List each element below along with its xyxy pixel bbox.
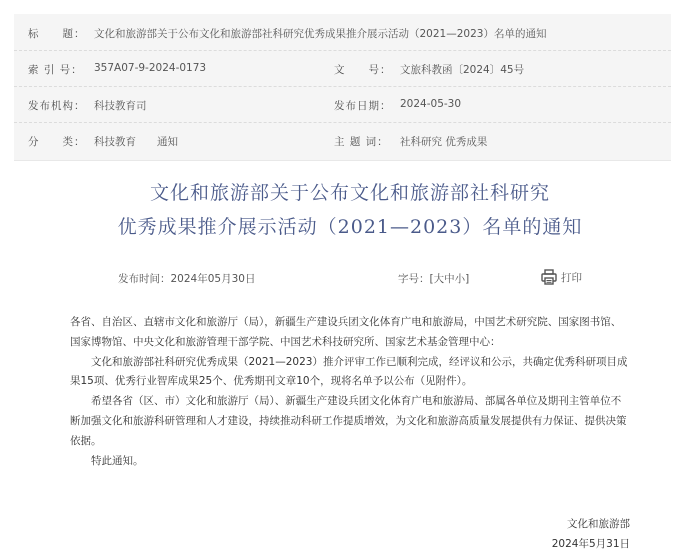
salutation-paragraph: 各省、自治区、直辖市文化和旅游厅（局），新疆生产建设兵团文化体育广电和旅游局，中国艺术研究院、国家图书馆、国家博物馆、中央文化和旅游管理干部学院、中国艺术科技研究所、国家艺术基金管理中心： — [70, 316, 622, 348]
print-label: 打印 — [561, 271, 582, 284]
body-paragraph-2: 希望各省（区、市）文化和旅游厅（局）、新疆生产建设兵团文化体育广电和旅游局、部属各单位及期刊主管单位不断加强文化和旅游科研管理和人才建设，持续推动科研工作提质增效，为文化和旅游高质量发展提供有力保证、提供决策依据。 — [70, 395, 627, 447]
body-paragraph-1: 文化和旅游部社科研究优秀成果（2021—2023）推介评审工作已顺利完成，经评议和公示，共确定优秀科研项目成果15项、优秀行业智库成果25个、优秀期刊文章10个，现将名单予以公布（见附件）。 — [70, 355, 628, 388]
meta-row-title — [14, 14, 671, 51]
meta-value-keywords: 社科研究 优秀成果 — [400, 136, 488, 148]
meta-row-index — [14, 50, 671, 87]
meta-key-docno: 文 号： — [334, 64, 392, 76]
meta-value-pubdate: 2024-05-30 — [400, 98, 462, 110]
publish-date: 发布时间：2024年05月30日 — [118, 273, 256, 285]
article-body — [70, 313, 630, 471]
meta-key-publisher: 发布机构： — [28, 100, 86, 112]
meta-row-category — [14, 122, 671, 158]
meta-row-publisher — [14, 86, 671, 123]
print-button[interactable] — [540, 268, 582, 286]
article-title-line-1: 文化和旅游部关于公布文化和旅游部社科研究 — [149, 182, 550, 204]
meta-value-docno: 文旅科教函〔2024〕45号 — [400, 64, 525, 76]
meta-value-publisher: 科技教育司 — [94, 100, 147, 112]
font-size-bracket-open: [ — [429, 273, 434, 285]
article-title-line-2: 优秀成果推介展示活动（2021—2023）名单的通知 — [117, 216, 583, 238]
printer-icon — [540, 268, 558, 286]
meta-key-keywords: 主 题 词： — [334, 136, 389, 148]
meta-key-title: 标 题： — [28, 28, 86, 40]
metadata-panel — [14, 14, 671, 161]
font-size-bracket-close: ] — [465, 273, 470, 285]
meta-value-title: 文化和旅游部关于公布文化和旅游部社科研究优秀成果推介展示活动（2021—2023）名单的通知 — [94, 28, 547, 40]
meta-key-index: 索 引 号： — [28, 64, 83, 76]
meta-value-category: 科技教育 通知 — [94, 136, 178, 148]
closing-paragraph: 特此通知。 — [91, 454, 144, 467]
font-size-control — [398, 271, 469, 286]
font-size-medium-link[interactable]: 中 — [444, 273, 455, 285]
font-size-large-link[interactable]: 大 — [433, 273, 445, 285]
meta-key-pubdate: 发布日期： — [334, 100, 392, 112]
publish-toolbar — [0, 268, 700, 288]
meta-value-index: 357A07-9-2024-0173 — [94, 62, 207, 74]
font-size-small-link[interactable]: 小 — [454, 273, 466, 285]
meta-key-category: 分 类： — [28, 136, 86, 148]
font-size-label: 字号： — [398, 273, 430, 285]
signature-date: 2024年5月31日 — [551, 538, 630, 550]
signature-org: 文化和旅游部 — [567, 518, 630, 530]
